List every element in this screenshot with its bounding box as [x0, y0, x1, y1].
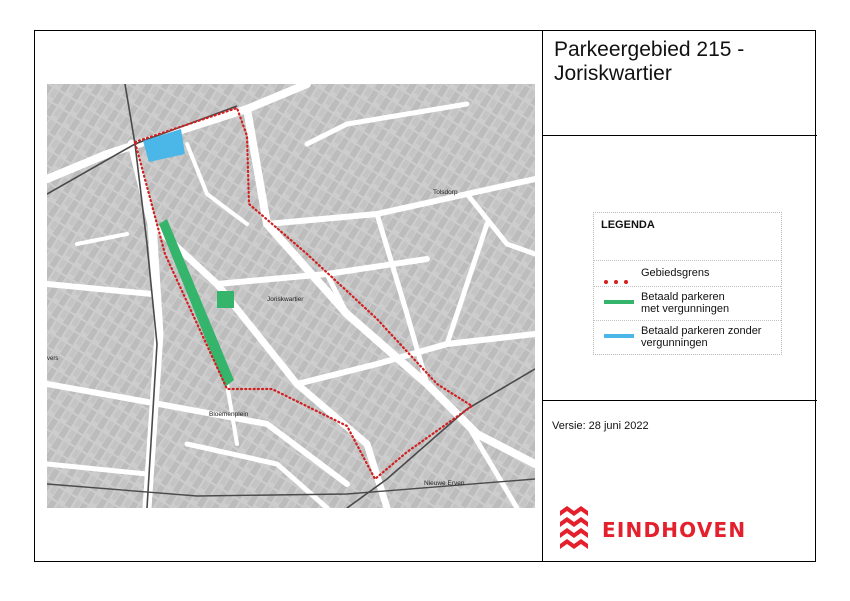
legend-heading: LEGENDA	[601, 219, 655, 231]
info-panel	[542, 31, 817, 561]
map[interactable]	[47, 84, 535, 508]
divider-legend	[543, 400, 817, 401]
paid-parking-with-permits-square	[217, 291, 234, 308]
legend-label-paid-without-permits	[641, 325, 761, 349]
legend-item-paid-with-permits	[594, 286, 781, 320]
map-sheet	[34, 30, 816, 562]
title-line-1: Parkeergebied 215 -	[554, 38, 745, 61]
legend	[593, 212, 782, 355]
blue-bar-icon	[604, 334, 634, 338]
eindhoven-wave-logo-icon	[558, 505, 594, 555]
brand-name: EINDHOVEN	[602, 518, 747, 542]
legend-label-paid-with-permits-line1: Betaald parkeren	[641, 291, 725, 303]
title-line-2: Joriskwartier	[554, 62, 672, 85]
green-bar-icon	[604, 300, 634, 304]
legend-label-boundary: Gebiedsgrens	[641, 267, 710, 279]
map-label-joriskwartier: Joriskwartier	[267, 296, 304, 303]
map-label-tolsdorp: Tolsdorp	[433, 189, 458, 196]
legend-item-paid-without-permits	[594, 320, 781, 354]
legend-item-boundary	[594, 260, 781, 286]
map-label-nieuwe-erven: Nieuwe Erven	[424, 480, 465, 487]
legend-label-paid-with-permits	[641, 291, 729, 315]
map-label-bloemenplein: Bloemenplein	[209, 411, 249, 418]
map-title	[554, 38, 804, 86]
legend-label-paid-without-permits-line2: vergunningen	[641, 337, 708, 349]
eindhoven-brand	[558, 505, 758, 555]
legend-label-paid-with-permits-line2: met vergunningen	[641, 303, 730, 315]
divider-title	[543, 135, 817, 136]
version-date: Versie: 28 juni 2022	[552, 420, 649, 432]
map-label-vers: vers	[47, 356, 59, 362]
legend-label-paid-without-permits-line1: Betaald parkeren zonder	[641, 325, 762, 337]
